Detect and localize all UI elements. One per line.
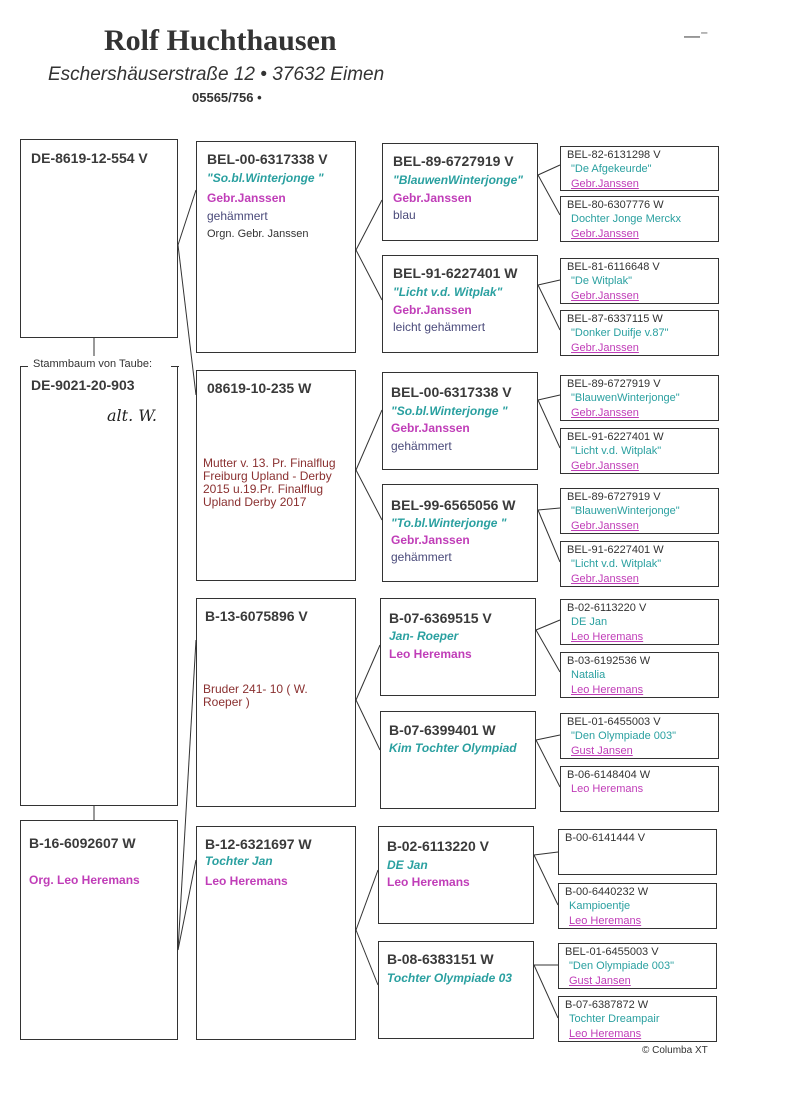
pigeon-name: DE Jan [571, 616, 608, 628]
note-line: 2015 u.19.Pr. Finalflug [203, 482, 324, 496]
ring: BEL-91-6227401 W [393, 265, 518, 281]
breeder: Gebr.Janssen [571, 407, 639, 419]
breeder: Gebr.Janssen [571, 342, 639, 354]
ring: BEL-89-6727919 V [567, 378, 661, 390]
ancestor-box [560, 196, 719, 242]
grandparent-mf [196, 598, 356, 807]
father-box [20, 139, 178, 338]
pigeon-name: "So.bl.Winterjonge " [391, 404, 508, 418]
pigeon-name: "To.bl.Winterjonge " [391, 516, 507, 530]
breeder: Gust Jansen [569, 975, 631, 987]
subject-ring: DE-9021-20-903 [31, 377, 135, 393]
ring: BEL-91-6227401 W [567, 431, 664, 443]
pigeon-name: "Den Olympiade 003" [571, 730, 677, 742]
color: blau [393, 208, 416, 222]
ancestor-box [560, 375, 719, 421]
pigeon-name: "Donker Duifje v.87" [571, 327, 669, 339]
breeder: Gebr.Janssen [391, 533, 470, 547]
ring: BEL-99-6565056 W [391, 497, 516, 513]
note: Orgn. Gebr. Janssen [207, 228, 309, 240]
ring: B-08-6383151 W [387, 951, 494, 967]
ancestor-box [558, 943, 717, 989]
ancestor-box [560, 652, 719, 698]
ring: B-07-6399401 W [389, 722, 496, 738]
ring: B-06-6148404 W [567, 769, 651, 781]
achievement-note [203, 457, 336, 509]
breeder: Gebr.Janssen [393, 191, 472, 205]
breeder: Gebr.Janssen [571, 290, 639, 302]
pigeon-name: "Licht v.d. Witplak" [571, 445, 662, 457]
breeder: Leo Heremans [387, 875, 470, 889]
ancestor-box [558, 829, 717, 875]
ring: B-07-6387872 W [565, 999, 649, 1011]
ancestor-box [560, 599, 719, 645]
pigeon-name: "Den Olympiade 003" [569, 960, 675, 972]
great-grandparent [382, 255, 538, 353]
pigeon-name: "BlauwenWinterjonge" [571, 392, 680, 404]
ring: BEL-89-6727919 V [393, 153, 514, 169]
ancestor-box [558, 883, 717, 929]
breeder: Gebr.Janssen [393, 303, 472, 317]
great-grandparent [382, 372, 538, 470]
note-line: Upland Derby 2017 [203, 495, 307, 509]
ancestor-box [560, 488, 719, 534]
subject-label: Stammbaum von Taube: [33, 358, 153, 370]
great-grandparent [378, 826, 534, 924]
breeder: Leo Heremans [569, 915, 642, 927]
father-ring: DE-8619-12-554 V [31, 150, 148, 166]
ancestor-box [560, 541, 719, 587]
note-line: Bruder 241- 10 ( W. [203, 682, 308, 696]
pigeon-name: "So.bl.Winterjonge " [207, 171, 324, 185]
ring: BEL-87-6337115 W [567, 313, 663, 325]
breeder: Leo Heremans [389, 647, 472, 661]
ring: BEL-00-6317338 V [207, 151, 328, 167]
pigeon-name: "BlauwenWinterjonge" [571, 505, 680, 517]
owner-phone: 05565/756 • [192, 90, 262, 105]
grandparent-ff [196, 141, 356, 353]
great-grandparent [380, 711, 536, 809]
pigeon-name: Tochter Olympiade 03 [387, 971, 512, 985]
ancestor-box [560, 146, 719, 191]
pigeon-name: "BlauwenWinterjonge" [393, 173, 523, 187]
breeder: Gebr.Janssen [571, 178, 639, 190]
ancestor-box [560, 310, 719, 356]
breeder: Gebr.Janssen [571, 228, 639, 240]
breeder: Leo Heremans [571, 631, 644, 643]
pen-mark: —⁻ [684, 28, 709, 45]
ring: B-07-6369515 V [389, 610, 492, 626]
pigeon-name: Natalia [571, 669, 606, 681]
ring: B-00-6141444 V [565, 832, 646, 844]
subject-box [20, 358, 178, 806]
pigeon-name: DE Jan [387, 858, 428, 872]
pigeon-name: "De Afgekeurde" [571, 163, 652, 175]
note-line: Roeper ) [203, 695, 250, 709]
sibling-note [203, 683, 308, 709]
ring: B-13-6075896 V [205, 608, 308, 624]
ancestor-box [560, 428, 719, 474]
great-grandparent [380, 598, 536, 696]
ring: BEL-01-6455003 V [565, 946, 659, 958]
color: gehämmert [207, 209, 268, 223]
mother-box [20, 820, 178, 1040]
ring: BEL-81-6116648 V [567, 261, 660, 273]
owner-address: Eschershäuserstraße 12 • 37632 Eimen [48, 64, 385, 85]
owner-name: Rolf Huchthausen [104, 24, 337, 57]
ring: B-12-6321697 W [205, 836, 312, 852]
pigeon-name: Kim Tochter Olympiad [389, 741, 517, 755]
pigeon-name: "De Witplak" [571, 275, 632, 287]
ring: B-00-6440232 W [565, 886, 649, 898]
note-line: Mutter v. 13. Pr. Finalflug [203, 456, 336, 470]
pigeon-name: Leo Heremans [571, 783, 644, 795]
breeder: Leo Heremans [571, 684, 644, 696]
grandparent-mm [196, 826, 356, 1040]
note-line: Freiburg Upland - Derby [203, 469, 332, 483]
ring: BEL-01-6455003 V [567, 716, 661, 728]
grandparent-fm [196, 370, 356, 581]
ring: BEL-91-6227401 W [567, 544, 664, 556]
ancestor-box [560, 713, 719, 759]
great-grandparent [382, 143, 538, 241]
great-grandparent [378, 941, 534, 1039]
color: gehämmert [391, 439, 452, 453]
pigeon-name: Tochter Jan [205, 854, 273, 868]
copyright: © Columba XT [642, 1045, 708, 1056]
pigeon-name: "Licht v.d. Witplak" [393, 285, 503, 299]
mother-breeder: Org. Leo Heremans [29, 873, 140, 887]
breeder: Gebr.Janssen [207, 191, 286, 205]
breeder: Gebr.Janssen [391, 421, 470, 435]
color: gehämmert [391, 550, 452, 564]
breeder: Gebr.Janssen [571, 520, 639, 532]
pigeon-name: Dochter Jonge Merckx [571, 213, 682, 225]
ring: B-02-6113220 V [387, 838, 489, 854]
ring: B-02-6113220 V [567, 602, 647, 614]
pigeon-name: Jan- Roeper [389, 629, 459, 643]
ring: BEL-80-6307776 W [567, 199, 664, 211]
color: leicht gehämmert [393, 320, 486, 334]
breeder: Gust Jansen [571, 745, 633, 757]
breeder: Gebr.Janssen [571, 573, 639, 585]
ring: 08619-10-235 W [207, 380, 312, 396]
breeder: Leo Heremans [569, 1028, 642, 1040]
breeder: Leo Heremans [205, 874, 288, 888]
ancestor-box [560, 766, 719, 812]
ancestor-box [558, 996, 717, 1042]
ring: BEL-00-6317338 V [391, 384, 512, 400]
breeder: Gebr.Janssen [571, 460, 639, 472]
ring: B-03-6192536 W [567, 655, 651, 667]
ring: BEL-89-6727919 V [567, 491, 661, 503]
pigeon-name: "Licht v.d. Witplak" [571, 558, 662, 570]
ancestor-box [560, 258, 719, 304]
pigeon-name: Kampioentje [569, 900, 631, 912]
pigeon-name: Tochter Dreampair [569, 1013, 660, 1025]
great-grandparent [382, 484, 538, 582]
mother-ring: B-16-6092607 W [29, 835, 136, 851]
ring: BEL-82-6131298 V [567, 149, 661, 161]
handwritten-note: alt. W. [107, 406, 157, 425]
